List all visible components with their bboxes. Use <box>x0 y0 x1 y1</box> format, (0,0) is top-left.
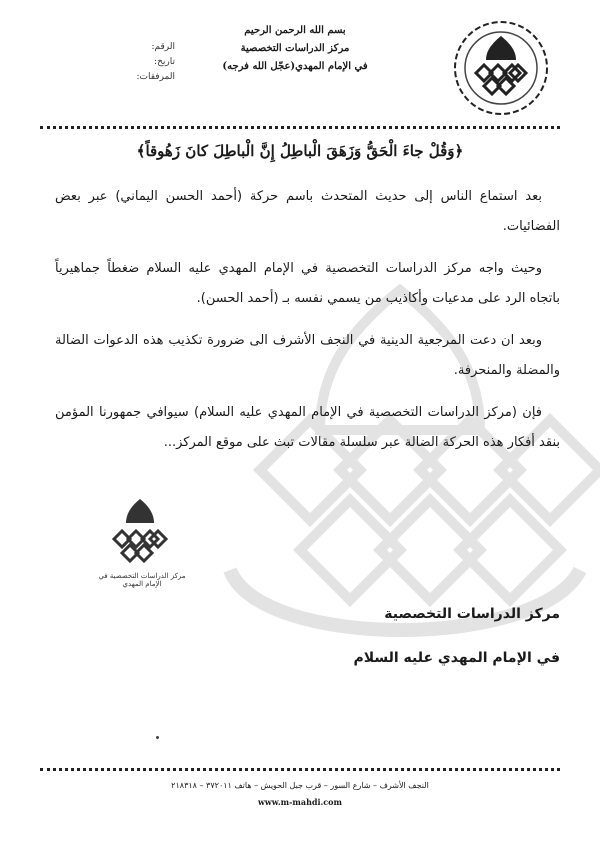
field-number: الرقم: <box>151 42 175 52</box>
footer <box>120 778 480 810</box>
paragraph: وبعد ان دعت المرجعية الدينية في النجف الأشرف الى ضرورة تكذيب هذه الدعوات الضالة والمضلة والمنحرفة. <box>55 333 560 378</box>
stamp-logo <box>100 495 180 575</box>
signature-line1: مركز الدراسات التخصصية <box>384 606 560 622</box>
footer-address: النجف الأشرف – شارع السور – قرب جبل الحويش – هاتف ٣٧٢٠١١ – ٢١٨٣١٨ <box>171 781 429 790</box>
reference-fields <box>105 40 175 85</box>
header-divider <box>40 126 560 129</box>
org-name-line1: مركز الدراسات التخصصية <box>240 43 350 54</box>
letter-body <box>55 182 560 470</box>
signature-line2: في الإمام المهدي عليه السلام <box>353 650 560 666</box>
field-date: تاريخ: <box>154 57 175 67</box>
signature-block <box>60 592 560 680</box>
institution-logo <box>446 18 556 118</box>
stamp-caption: مركز الدراسات التخصصية في الإمام المهدي <box>98 572 186 588</box>
footer-divider <box>40 768 560 771</box>
basmala: بسم الله الرحمن الرحيم <box>244 25 346 36</box>
letterhead <box>200 22 390 76</box>
paragraph: فإن (مركز الدراسات التخصصية في الإمام المهدي عليه السلام) سيوافي جمهورنا المؤمن بنقد أفكار هذه الحركة الضالة عبر سلسلة مقالات تبث على موقع المركز... <box>55 405 560 450</box>
paragraph: وحيث واجه مركز الدراسات التخصصية في الإمام المهدي عليه السلام ضغطاً جماهيرياً باتجاه الرد على مدعيات وأكاذيب من يسمي نفسه بـ (أحمد الحسن). <box>55 261 560 306</box>
speck <box>156 736 159 739</box>
footer-website: www.m-mahdi.com <box>258 797 342 807</box>
field-attachments: المرفقات: <box>136 72 175 82</box>
paragraph: بعد استماع الناس إلى حديث المتحدث باسم حركة (أحمد الحسن اليماني) عبر بعض الفضائيات. <box>55 189 560 234</box>
quran-verse: ﴿وَقُلْ جاءَ الْحَقُّ وَزَهَقَ الْباطِلُ إِنَّ الْباطِلَ كانَ زَهُوقاً﴾ <box>136 142 464 160</box>
org-name-line2: في الإمام المهدي(عجّل الله فرجه) <box>222 61 368 72</box>
